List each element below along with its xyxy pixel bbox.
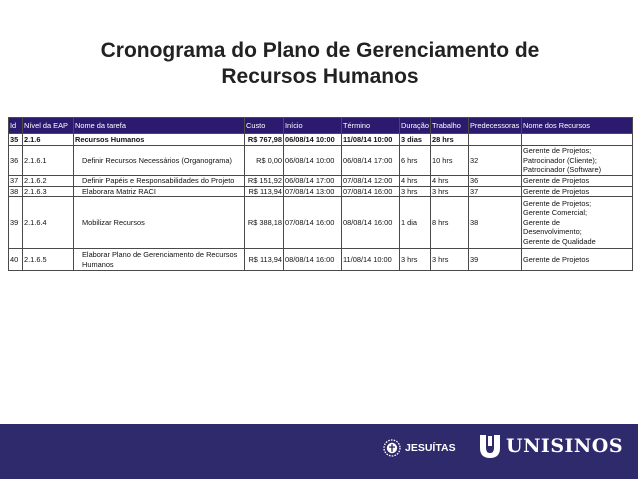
- cell-wbs: 2.1.6.3: [23, 186, 74, 197]
- cell-start: 07/08/14 16:00: [284, 197, 342, 249]
- cell-work: 3 hrs: [431, 186, 469, 197]
- cell-id: 36: [9, 146, 23, 176]
- cell-duration: 3 hrs: [400, 249, 431, 271]
- schedule-table-container: [8, 117, 632, 271]
- cell-start: 06/08/14 10:00: [284, 134, 342, 146]
- cell-resources: [522, 146, 633, 176]
- cell-predecessors: [469, 134, 522, 146]
- cell-duration: 1 dia: [400, 197, 431, 249]
- table-header-row: [9, 118, 633, 134]
- col-header-id[interactable]: Id: [9, 118, 23, 134]
- table-row[interactable]: [9, 176, 633, 187]
- table-row[interactable]: [9, 186, 633, 197]
- resource-name: Gerente de Projetos;: [523, 198, 592, 208]
- cell-work: 10 hrs: [431, 146, 469, 176]
- cell-work: 4 hrs: [431, 176, 469, 187]
- cell-predecessors: 38: [469, 197, 522, 249]
- footer-bar: [0, 424, 638, 479]
- col-header-resources[interactable]: Nome dos Recursos: [522, 118, 633, 134]
- cell-predecessors: 32: [469, 146, 522, 176]
- resource-name: Gerente de: [523, 217, 560, 227]
- cell-cost: R$ 113,94: [245, 186, 284, 197]
- cell-resources: [522, 249, 633, 271]
- jesuitas-label: JESUÍTAS: [405, 442, 456, 454]
- cell-id: 40: [9, 249, 23, 271]
- cell-duration: 6 hrs: [400, 146, 431, 176]
- cell-task-name: Definir Papéis e Responsabilidades do Projeto: [74, 176, 245, 187]
- cell-resources: [522, 134, 633, 146]
- resource-name: Gerente de Projetos;: [523, 146, 592, 156]
- cell-end: 06/08/14 17:00: [342, 146, 400, 176]
- cell-resources: [522, 197, 633, 249]
- cell-cost: R$ 767,98: [245, 134, 284, 146]
- cell-start: 06/08/14 17:00: [284, 176, 342, 187]
- cell-duration: 3 hrs: [400, 186, 431, 197]
- cell-start: 08/08/14 16:00: [284, 249, 342, 271]
- cell-id: 38: [9, 186, 23, 197]
- resource-name: Gerente Comercial;: [523, 208, 588, 218]
- resource-name: Gerente de Projetos: [523, 186, 590, 196]
- col-header-task-name[interactable]: Nome da tarefa: [74, 118, 245, 134]
- cell-end: 08/08/14 16:00: [342, 197, 400, 249]
- cell-predecessors: 39: [469, 249, 522, 271]
- cell-cost: R$ 113,94: [245, 249, 284, 271]
- resource-name: Gerente de Projetos: [523, 254, 590, 264]
- cell-work: 28 hrs: [431, 134, 469, 146]
- cell-end: 11/08/14 10:00: [342, 249, 400, 271]
- col-header-duration[interactable]: Duração: [400, 118, 431, 134]
- cell-wbs: 2.1.6.2: [23, 176, 74, 187]
- col-header-cost[interactable]: Custo: [245, 118, 284, 134]
- col-header-start[interactable]: Início: [284, 118, 342, 134]
- resource-name: Gerente de Qualidade: [523, 237, 596, 247]
- col-header-predecessors[interactable]: Predecessoras: [469, 118, 522, 134]
- cell-predecessors: 36: [469, 176, 522, 187]
- cell-task-name: Recursos Humanos: [74, 134, 245, 146]
- cell-work: 8 hrs: [431, 197, 469, 249]
- cell-end: 07/08/14 12:00: [342, 176, 400, 187]
- cell-id: 37: [9, 176, 23, 187]
- cell-end: 07/08/14 16:00: [342, 186, 400, 197]
- resource-name: Patrocinador (Software): [523, 165, 602, 175]
- unisinos-u-icon: [478, 432, 502, 460]
- table-row[interactable]: [9, 146, 633, 176]
- cell-wbs: 2.1.6.1: [23, 146, 74, 176]
- table-row-summary[interactable]: [9, 134, 633, 146]
- slide-title: [40, 38, 600, 90]
- cell-task-name: Mobilizar Recursos: [74, 197, 245, 249]
- resource-name: Desenvolvimento;: [523, 227, 582, 237]
- table-row[interactable]: [9, 197, 633, 249]
- cell-duration: 4 hrs: [400, 176, 431, 187]
- cell-predecessors: 37: [469, 186, 522, 197]
- resource-name: Patrocinador (Cliente);: [523, 155, 597, 165]
- cell-wbs: 2.1.6.5: [23, 249, 74, 271]
- cell-task-name: Definir Recursos Necessários (Organograma): [74, 146, 245, 176]
- table-row[interactable]: [9, 249, 633, 271]
- cell-id: 35: [9, 134, 23, 146]
- col-header-end[interactable]: Término: [342, 118, 400, 134]
- title-line-1: Cronograma do Plano de Gerenciamento de: [100, 39, 540, 62]
- jesuit-seal-icon: [382, 438, 402, 458]
- col-header-work[interactable]: Trabalho: [431, 118, 469, 134]
- cell-cost: R$ 151,92: [245, 176, 284, 187]
- cell-cost: R$ 0,00: [245, 146, 284, 176]
- cell-work: 3 hrs: [431, 249, 469, 271]
- cell-id: 39: [9, 197, 23, 249]
- unisinos-logo: [478, 432, 623, 460]
- schedule-table: [8, 117, 633, 271]
- cell-wbs: 2.1.6: [23, 134, 74, 146]
- cell-task-name: Elaborara Matriz RACI: [74, 186, 245, 197]
- cell-start: 07/08/14 13:00: [284, 186, 342, 197]
- jesuitas-logo: [382, 438, 456, 458]
- cell-start: 06/08/14 10:00: [284, 146, 342, 176]
- cell-resources: [522, 176, 633, 187]
- col-header-wbs-level[interactable]: Nível da EAP: [23, 118, 74, 134]
- cell-cost: R$ 388,18: [245, 197, 284, 249]
- cell-duration: 3 dias: [400, 134, 431, 146]
- cell-task-name: Elaborar Plano de Gerenciamento de Recursos Humanos: [74, 249, 245, 271]
- cell-resources: [522, 186, 633, 197]
- title-line-2: Recursos Humanos: [221, 65, 419, 88]
- unisinos-label: UNISINOS: [506, 435, 624, 457]
- cell-wbs: 2.1.6.4: [23, 197, 74, 249]
- resource-name: Gerente de Projetos: [523, 176, 590, 185]
- cell-end: 11/08/14 10:00: [342, 134, 400, 146]
